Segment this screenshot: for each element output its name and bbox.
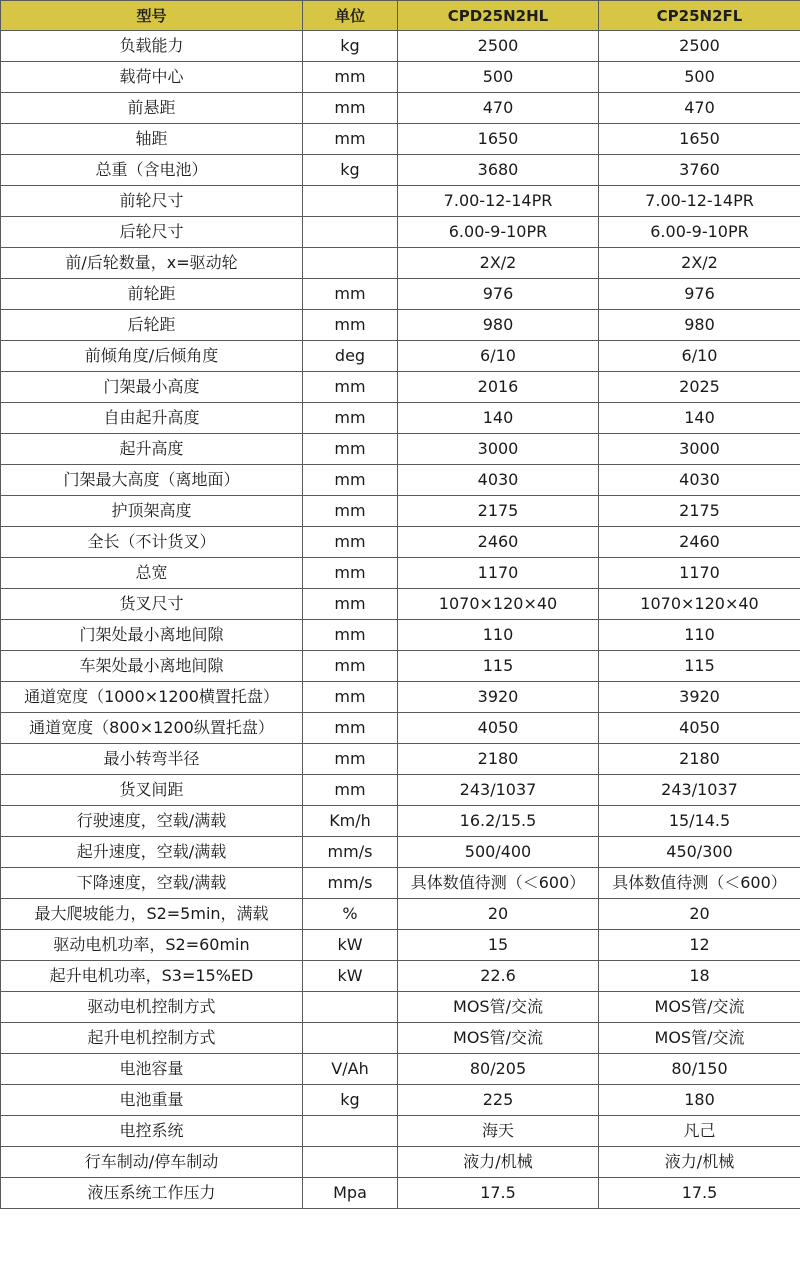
spec-name-cell: 前悬距	[1, 93, 303, 124]
spec-value-a-cell: 500	[398, 62, 599, 93]
spec-value-b-cell: 180	[599, 1085, 800, 1116]
spec-value-b-cell: 980	[599, 310, 800, 341]
spec-value-a-cell: 2460	[398, 527, 599, 558]
table-row	[1, 713, 800, 744]
table-row	[1, 899, 800, 930]
spec-value-b-cell: 17.5	[599, 1178, 800, 1209]
spec-unit-cell	[303, 248, 398, 279]
spec-name-cell: 驱动电机功率，S2=60min	[1, 930, 303, 961]
spec-unit-cell: mm	[303, 434, 398, 465]
spec-value-a-cell: 500/400	[398, 837, 599, 868]
spec-value-a-cell: 3000	[398, 434, 599, 465]
spec-value-a-cell: 17.5	[398, 1178, 599, 1209]
spec-name-cell: 电池容量	[1, 1054, 303, 1085]
table-row	[1, 155, 800, 186]
spec-name-cell: 前轮距	[1, 279, 303, 310]
spec-value-b-cell: 具体数值待测（＜600）	[599, 868, 800, 899]
spec-unit-cell: Km/h	[303, 806, 398, 837]
spec-name-cell: 起升电机控制方式	[1, 1023, 303, 1054]
spec-name-cell: 货叉尺寸	[1, 589, 303, 620]
spec-value-b-cell: 2180	[599, 744, 800, 775]
spec-name-cell: 通道宽度（800×1200纵置托盘）	[1, 713, 303, 744]
spec-unit-cell	[303, 1147, 398, 1178]
spec-value-a-cell: 80/205	[398, 1054, 599, 1085]
spec-value-b-cell: 115	[599, 651, 800, 682]
spec-unit-cell: mm	[303, 558, 398, 589]
spec-unit-cell: mm/s	[303, 837, 398, 868]
table-row	[1, 62, 800, 93]
spec-value-a-cell: 225	[398, 1085, 599, 1116]
spec-name-cell: 前/后轮数量，x=驱动轮	[1, 248, 303, 279]
spec-unit-cell: mm	[303, 310, 398, 341]
spec-value-a-cell: 976	[398, 279, 599, 310]
spec-unit-cell: mm	[303, 465, 398, 496]
table-row	[1, 124, 800, 155]
spec-value-b-cell: MOS管/交流	[599, 992, 800, 1023]
spec-name-cell: 全长（不计货叉）	[1, 527, 303, 558]
table-row	[1, 496, 800, 527]
spec-value-a-cell: 243/1037	[398, 775, 599, 806]
spec-value-a-cell: 2175	[398, 496, 599, 527]
table-row	[1, 93, 800, 124]
spec-value-b-cell: 500	[599, 62, 800, 93]
spec-unit-cell: deg	[303, 341, 398, 372]
spec-name-cell: 载荷中心	[1, 62, 303, 93]
spec-name-cell: 自由起升高度	[1, 403, 303, 434]
spec-unit-cell: kg	[303, 1085, 398, 1116]
spec-unit-cell: mm	[303, 775, 398, 806]
spec-unit-cell	[303, 992, 398, 1023]
table-row	[1, 186, 800, 217]
spec-value-a-cell: 2016	[398, 372, 599, 403]
spec-value-a-cell: 980	[398, 310, 599, 341]
spec-unit-cell: mm	[303, 403, 398, 434]
table-row	[1, 651, 800, 682]
header-model-a: CPD25N2HL	[398, 1, 599, 31]
spec-name-cell: 驱动电机控制方式	[1, 992, 303, 1023]
header-row	[1, 1, 800, 31]
spec-value-a-cell: 3680	[398, 155, 599, 186]
table-row	[1, 310, 800, 341]
spec-name-cell: 后轮尺寸	[1, 217, 303, 248]
spec-name-cell: 前倾角度/后倾角度	[1, 341, 303, 372]
spec-unit-cell: mm	[303, 713, 398, 744]
table-row	[1, 558, 800, 589]
table-row	[1, 403, 800, 434]
table-row	[1, 372, 800, 403]
table-row	[1, 682, 800, 713]
spec-value-b-cell: 1650	[599, 124, 800, 155]
spec-value-a-cell: 3920	[398, 682, 599, 713]
spec-name-cell: 液压系统工作压力	[1, 1178, 303, 1209]
spec-unit-cell: kW	[303, 961, 398, 992]
spec-value-a-cell: 1650	[398, 124, 599, 155]
spec-value-a-cell: 海天	[398, 1116, 599, 1147]
table-row	[1, 620, 800, 651]
spec-name-cell: 总重（含电池）	[1, 155, 303, 186]
spec-unit-cell: mm	[303, 124, 398, 155]
spec-value-b-cell: 243/1037	[599, 775, 800, 806]
spec-unit-cell: mm	[303, 527, 398, 558]
spec-value-a-cell: 2X/2	[398, 248, 599, 279]
table-row	[1, 31, 800, 62]
spec-value-b-cell: MOS管/交流	[599, 1023, 800, 1054]
spec-value-b-cell: 7.00-12-14PR	[599, 186, 800, 217]
spec-value-a-cell: 6.00-9-10PR	[398, 217, 599, 248]
spec-value-a-cell: 110	[398, 620, 599, 651]
spec-value-b-cell: 110	[599, 620, 800, 651]
table-row	[1, 868, 800, 899]
table-row	[1, 744, 800, 775]
table-row	[1, 434, 800, 465]
spec-unit-cell	[303, 1116, 398, 1147]
table-row	[1, 806, 800, 837]
spec-unit-cell: mm	[303, 682, 398, 713]
spec-unit-cell: Mpa	[303, 1178, 398, 1209]
spec-value-a-cell: 16.2/15.5	[398, 806, 599, 837]
spec-value-a-cell: 115	[398, 651, 599, 682]
spec-name-cell: 电控系统	[1, 1116, 303, 1147]
table-row	[1, 341, 800, 372]
spec-unit-cell: mm	[303, 744, 398, 775]
spec-name-cell: 起升高度	[1, 434, 303, 465]
spec-value-b-cell: 2025	[599, 372, 800, 403]
header-model: 型号	[1, 1, 303, 31]
spec-name-cell: 负载能力	[1, 31, 303, 62]
spec-value-b-cell: 3920	[599, 682, 800, 713]
spec-name-cell: 行车制动/停车制动	[1, 1147, 303, 1178]
spec-value-a-cell: 140	[398, 403, 599, 434]
spec-value-a-cell: 2180	[398, 744, 599, 775]
table-row	[1, 217, 800, 248]
spec-unit-cell: mm	[303, 279, 398, 310]
spec-value-a-cell: 6/10	[398, 341, 599, 372]
spec-unit-cell: mm	[303, 372, 398, 403]
spec-value-b-cell: 2175	[599, 496, 800, 527]
spec-unit-cell: mm	[303, 62, 398, 93]
spec-name-cell: 总宽	[1, 558, 303, 589]
spec-name-cell: 下降速度，空载/满载	[1, 868, 303, 899]
spec-value-b-cell: 450/300	[599, 837, 800, 868]
spec-value-b-cell: 凡己	[599, 1116, 800, 1147]
spec-unit-cell: V/Ah	[303, 1054, 398, 1085]
spec-value-b-cell: 1070×120×40	[599, 589, 800, 620]
spec-name-cell: 门架最大高度（离地面）	[1, 465, 303, 496]
spec-unit-cell	[303, 1023, 398, 1054]
spec-value-b-cell: 80/150	[599, 1054, 800, 1085]
spec-unit-cell	[303, 186, 398, 217]
table-row	[1, 930, 800, 961]
spec-unit-cell: %	[303, 899, 398, 930]
spec-name-cell: 通道宽度（1000×1200横置托盘）	[1, 682, 303, 713]
spec-name-cell: 起升电机功率，S3=15%ED	[1, 961, 303, 992]
spec-name-cell: 门架处最小离地间隙	[1, 620, 303, 651]
spec-value-b-cell: 1170	[599, 558, 800, 589]
spec-name-cell: 后轮距	[1, 310, 303, 341]
header-model-b: CP25N2FL	[599, 1, 800, 31]
table-row	[1, 992, 800, 1023]
spec-value-a-cell: 1070×120×40	[398, 589, 599, 620]
spec-name-cell: 门架最小高度	[1, 372, 303, 403]
spec-value-b-cell: 20	[599, 899, 800, 930]
spec-value-b-cell: 6/10	[599, 341, 800, 372]
spec-value-b-cell: 液力/机械	[599, 1147, 800, 1178]
spec-value-b-cell: 2500	[599, 31, 800, 62]
spec-value-a-cell: 470	[398, 93, 599, 124]
spec-unit-cell: kW	[303, 930, 398, 961]
spec-value-a-cell: MOS管/交流	[398, 1023, 599, 1054]
spec-value-a-cell: 15	[398, 930, 599, 961]
spec-value-a-cell: 4050	[398, 713, 599, 744]
spec-name-cell: 轴距	[1, 124, 303, 155]
spec-name-cell: 行驶速度，空载/满载	[1, 806, 303, 837]
spec-unit-cell: kg	[303, 155, 398, 186]
spec-value-a-cell: 7.00-12-14PR	[398, 186, 599, 217]
spec-value-b-cell: 2X/2	[599, 248, 800, 279]
spec-value-b-cell: 4050	[599, 713, 800, 744]
table-row	[1, 527, 800, 558]
table-row	[1, 961, 800, 992]
spec-value-b-cell: 15/14.5	[599, 806, 800, 837]
spec-value-a-cell: 20	[398, 899, 599, 930]
spec-unit-cell: mm	[303, 93, 398, 124]
table-row	[1, 1023, 800, 1054]
spec-name-cell: 最大爬坡能力，S2=5min，满载	[1, 899, 303, 930]
spec-value-b-cell: 4030	[599, 465, 800, 496]
spec-value-b-cell: 12	[599, 930, 800, 961]
table-row	[1, 837, 800, 868]
header-unit: 单位	[303, 1, 398, 31]
table-row	[1, 248, 800, 279]
table-row	[1, 279, 800, 310]
spec-unit-cell: kg	[303, 31, 398, 62]
spec-unit-cell: mm	[303, 651, 398, 682]
spec-value-b-cell: 3760	[599, 155, 800, 186]
spec-value-a-cell: 4030	[398, 465, 599, 496]
spec-name-cell: 电池重量	[1, 1085, 303, 1116]
table-row	[1, 465, 800, 496]
table-row	[1, 1116, 800, 1147]
table-header	[1, 1, 800, 31]
spec-value-b-cell: 2460	[599, 527, 800, 558]
spec-value-b-cell: 976	[599, 279, 800, 310]
table-row	[1, 1147, 800, 1178]
spec-name-cell: 最小转弯半径	[1, 744, 303, 775]
spec-unit-cell	[303, 217, 398, 248]
spec-value-a-cell: 具体数值待测（＜600）	[398, 868, 599, 899]
spec-unit-cell: mm	[303, 496, 398, 527]
spec-name-cell: 起升速度，空载/满载	[1, 837, 303, 868]
spec-value-b-cell: 3000	[599, 434, 800, 465]
spec-name-cell: 护顶架高度	[1, 496, 303, 527]
spec-value-a-cell: 2500	[398, 31, 599, 62]
table-row	[1, 1085, 800, 1116]
spec-unit-cell: mm	[303, 620, 398, 651]
spec-value-b-cell: 140	[599, 403, 800, 434]
spec-value-a-cell: 22.6	[398, 961, 599, 992]
spec-value-a-cell: 液力/机械	[398, 1147, 599, 1178]
table-row	[1, 1054, 800, 1085]
table-row	[1, 775, 800, 806]
spec-value-b-cell: 18	[599, 961, 800, 992]
spec-unit-cell: mm	[303, 589, 398, 620]
spec-value-a-cell: 1170	[398, 558, 599, 589]
spec-name-cell: 货叉间距	[1, 775, 303, 806]
spec-name-cell: 前轮尺寸	[1, 186, 303, 217]
table-row	[1, 589, 800, 620]
spec-value-b-cell: 6.00-9-10PR	[599, 217, 800, 248]
spec-unit-cell: mm/s	[303, 868, 398, 899]
table-row	[1, 1178, 800, 1209]
spec-value-b-cell: 470	[599, 93, 800, 124]
spec-name-cell: 车架处最小离地间隙	[1, 651, 303, 682]
spec-value-a-cell: MOS管/交流	[398, 992, 599, 1023]
table-body	[1, 31, 800, 1209]
